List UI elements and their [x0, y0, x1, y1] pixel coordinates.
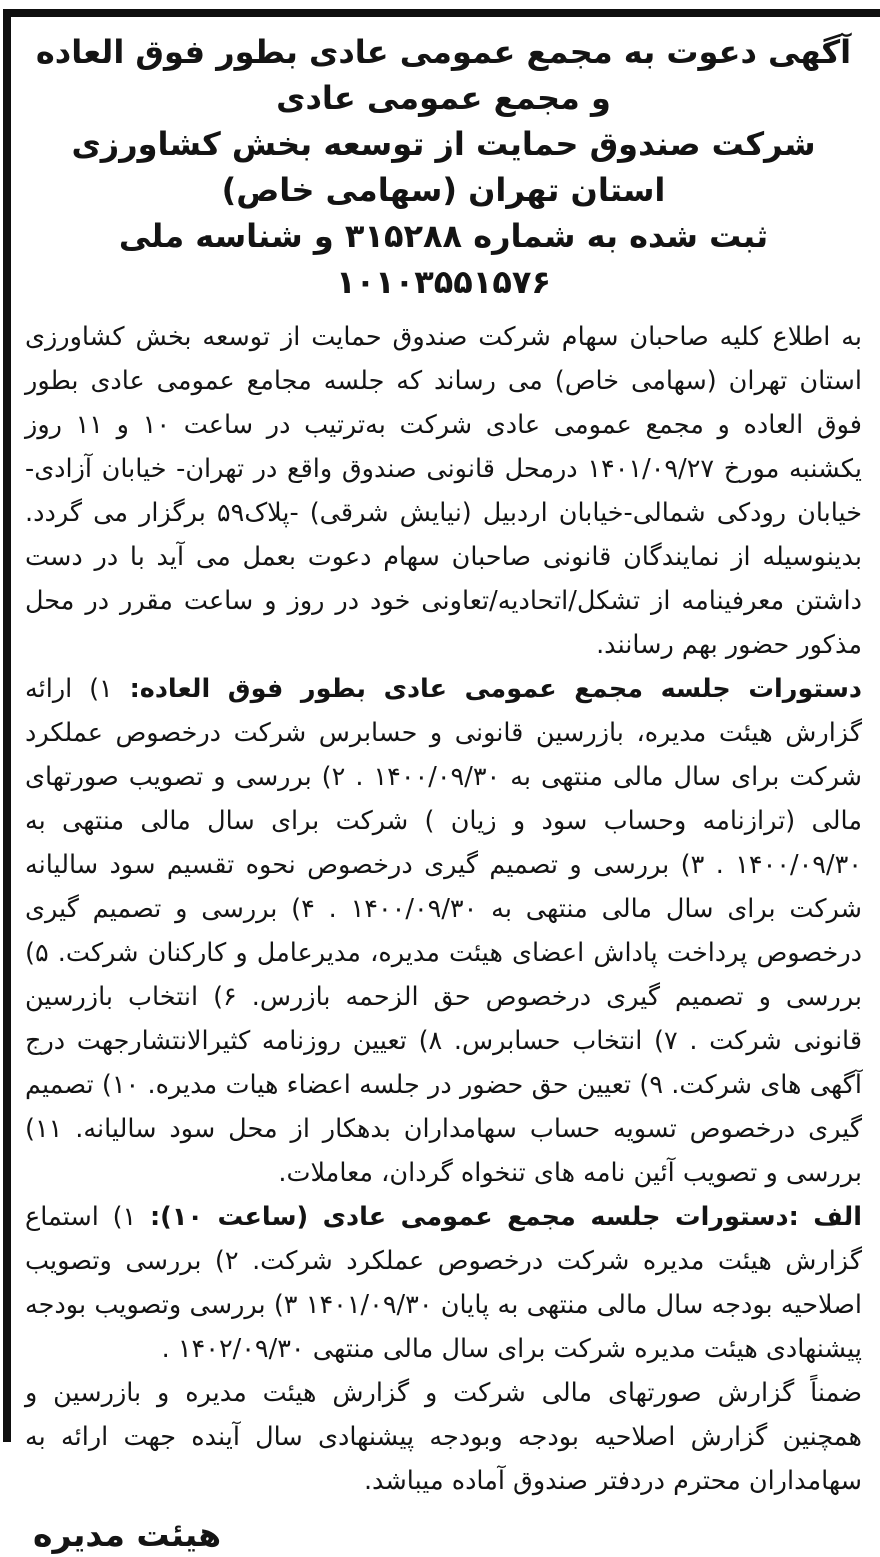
notice-body	[25, 315, 862, 1503]
agenda-extraordinary-items: ۱) ارائه گزارش هیئت مدیره، بازرسین قانونی و حسابرس شرکت درخصوص عملکرد شرکت برای سال مالی منتهی به ۱۴۰۰/۰۹/۳۰ . ۲) بررسی و تصویب صورتهای مالی (ترازنامه وحساب سود و زیان ) شرکت برای سال مالی منتهی به ۱۴۰۰/۰۹/۳۰ . ۳) بررسی و تصمیم گیری درخصوص نحوه تقسیم سود سالیانه شرکت برای سال مالی منتهی به ۱۴۰۰/۰۹/۳۰ . ۴) بررسی و تصمیم گیری درخصوص پرداخت پاداش اعضای هیئت مدیره، مدیرعامل و کارکنان شرکت. ۵) بررسی و تصمیم گیری درخصوص حق الزحمه بازرس. ۶) انتخاب بازرسین قانونی شرکت . ۷) انتخاب حسابرس. ۸) تعیین روزنامه کثیرالانتشارجهت درج آگهی های شرکت. ۹) تعیین حق حضور در جلسه اعضاء هیات مدیره. ۱۰) تصمیم گیری درخصوص تسویه حساب سهامداران بدهکار از محل سود سالیانه. ۱۱) بررسی و تصویب آئین نامه های تنخواه گردان، معاملات.	[25, 674, 863, 1188]
notice-header	[25, 25, 862, 315]
agenda-extraordinary-paragraph	[25, 667, 862, 1195]
header-line-company: شرکت صندوق حمایت از توسعه بخش کشاورزی استان تهران (سهامی خاص)	[71, 125, 816, 209]
closing-paragraph	[25, 1371, 862, 1503]
intro-text: به اطلاع کلیه صاحبان سهام شرکت صندوق حمایت از توسعه بخش کشاورزی استان تهران (سهامی خاص) می رساند که جلسه مجامع عمومی عادی بطور فوق العاده و مجمع عمومی عادی شرکت به‌ترتیب در ساعت ۱۰ و ۱۱ روز یکشنبه مورخ ۱۴۰۱/۰۹/۲۷ درمحل قانونی صندوق واقع در تهران- خیابان آزادی- خیابان رودکی شمالی-خیابان اردبیل (نیایش شرقی) -پلاک۵۹ برگزار می گردد. بدینوسیله از نمایندگان قانونی صاحبان سهام دعوت بعمل می آید با در دست داشتن معرفینامه از تشکل/اتحادیه/تعاونی خود در روز و ساعت مقرر در محل مذکور حضور بهم رسانند.	[25, 322, 862, 660]
intro-paragraph	[25, 315, 862, 667]
signature-board-of-directors: هیئت مدیره	[33, 1515, 222, 1554]
header-line-title: آگهی دعوت به مجمع عمومی عادی بطور فوق العاده و مجمع عمومی عادی	[35, 33, 852, 117]
agenda-ordinary-paragraph	[25, 1195, 862, 1371]
agenda-extraordinary-heading: دستورات جلسه مجمع عمومی عادی بطور فوق العاده:	[129, 674, 863, 704]
closing-text: ضمناً گزارش صورتهای مالی شرکت و گزارش هیئت مدیره و بازرسین و همچنین گزارش اصلاحیه بودجه وبودجه پیشنهادی سال آینده جهت ارائه به سهامداران محترم دردفتر صندوق آماده میباشد.	[25, 1378, 862, 1496]
agenda-ordinary-items: ۱) استماع گزارش هیئت مدیره شرکت درخصوص عملکرد شرکت. ۲) بررسی وتصویب اصلاحیه بودجه سال مالی منتهی به پایان ۱۴۰۱/۰۹/۳۰ ۳) بررسی وتصویب بودجه پیشنهادی هیئت مدیره شرکت برای سال مالی منتهی ۱۴۰۲/۰۹/۳۰ .	[25, 1202, 862, 1364]
notice-frame	[3, 9, 880, 1554]
header-line-registration: ثبت شده به شماره ۳۱۵۲۸۸ و شناسه ملی ۱۰۱۰۳۵۵۱۵۷۶	[118, 217, 769, 301]
agenda-ordinary-heading: الف :دستورات جلسه مجمع عمومی عادی (ساعت ۱۰):	[149, 1202, 862, 1232]
